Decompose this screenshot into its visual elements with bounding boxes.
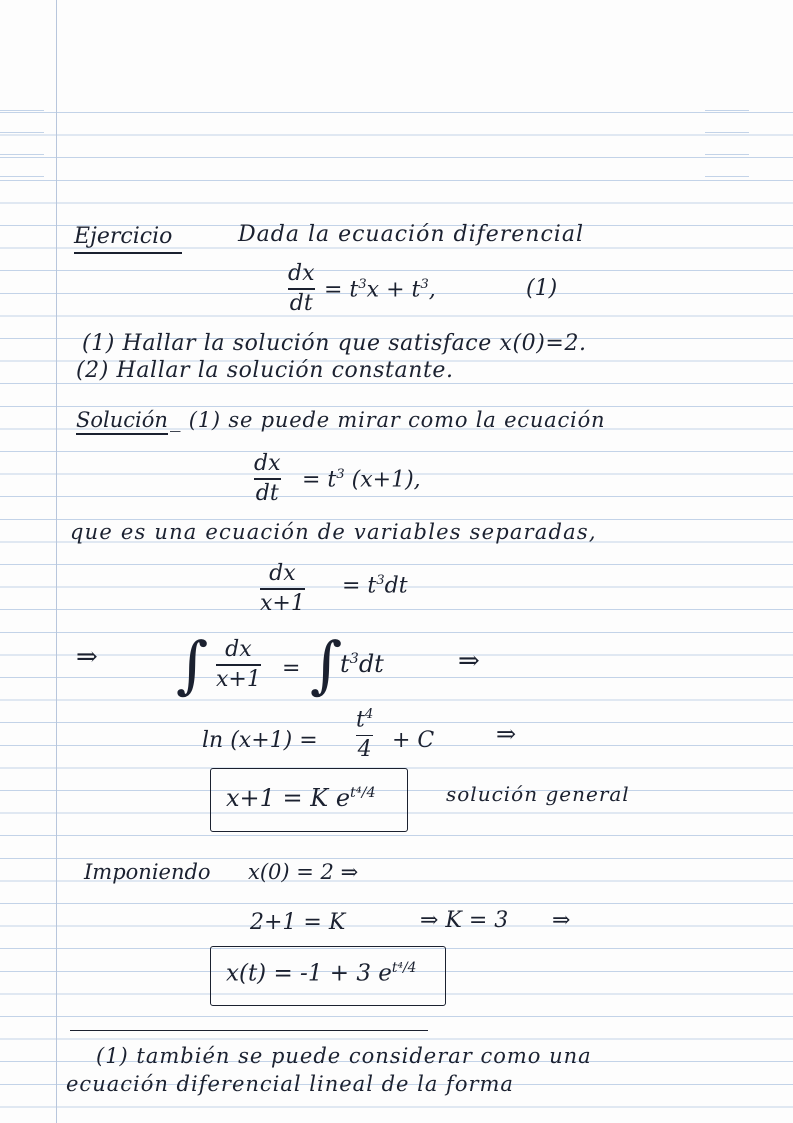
eq2-rhs-end: (x+1), <box>344 467 421 493</box>
eq1-rhs-exponent2: 3 <box>420 277 429 292</box>
implies-arrow-icon: ⇒ <box>552 908 571 933</box>
ruled-line-stub <box>0 176 44 177</box>
particular-solution-lhs: x(t) = -1 + 3 e <box>226 960 392 987</box>
ruled-line-stub <box>0 154 44 155</box>
imposing-label: Imponiendo <box>84 860 211 884</box>
solution-intro: _ (1) se puede mirar como la ecuación <box>170 408 606 432</box>
eq3-numerator: dx <box>269 561 296 586</box>
fraction-bar <box>260 588 305 590</box>
exercise-label: Ejercicio <box>74 224 173 249</box>
task-1: (1) Hallar la solución que satisface x(0)=2. <box>82 331 587 356</box>
eq2-rhs-prefix: = t <box>302 467 337 493</box>
ruled-line-stub <box>0 132 44 133</box>
eq5-fraction <box>356 708 373 762</box>
eq2-fraction <box>254 452 281 506</box>
eq1-fraction <box>288 262 315 316</box>
implies-arrow-icon: ⇒ <box>458 646 480 676</box>
particular-solution-exponent: t⁴/4 <box>391 960 417 976</box>
imposing-condition: x(0) = 2 ⇒ <box>248 860 359 884</box>
eq4-rhs-exponent: 3 <box>349 651 359 667</box>
eq1-rhs-end: , <box>428 277 436 303</box>
fraction-bar <box>356 735 373 737</box>
fraction-bar <box>254 478 281 480</box>
eq2-rhs-exponent: 3 <box>336 467 345 482</box>
eq5-lhs: ln (x+1) = <box>202 728 318 753</box>
eq4-fraction <box>216 638 261 692</box>
eq5-numerator-t: t <box>356 707 365 733</box>
eq1-rhs <box>324 278 436 301</box>
exercise-label-underline <box>74 252 182 254</box>
eq4-numerator: dx <box>225 637 252 662</box>
general-solution <box>226 786 376 810</box>
ruled-line-stub <box>705 154 749 155</box>
section-divider <box>70 1030 428 1031</box>
ruled-line-stub <box>705 110 749 111</box>
eq3-rhs-exponent: 3 <box>376 573 385 588</box>
general-solution-exponent: t⁴/4 <box>350 785 376 801</box>
fraction-bar <box>216 664 261 666</box>
part-b-line-2: ecuación diferencial lineal de la forma <box>66 1072 514 1096</box>
task-2: (2) Hallar la solución constante. <box>76 358 454 383</box>
integral-sign-icon: ∫ <box>176 628 209 701</box>
eq5-denominator: 4 <box>357 737 372 763</box>
eq6-lhs: 2+1 = K <box>250 910 346 935</box>
margin-line <box>56 0 57 1123</box>
general-solution-label: solución general <box>446 782 630 806</box>
eq2-rhs <box>302 468 421 491</box>
eq1-rhs-prefix: = t <box>324 277 359 303</box>
part-b-line-1: (1) también se puede considerar como una <box>96 1044 592 1068</box>
solution-label: Solución <box>76 408 168 432</box>
eq1-rhs-exponent: 3 <box>358 277 367 292</box>
ruled-line-stub <box>705 132 749 133</box>
eq1-number: (1) <box>526 276 558 301</box>
page-top-blank <box>0 0 793 108</box>
eq1-numerator: dx <box>288 261 315 286</box>
eq3-rhs-prefix: = t <box>342 573 377 599</box>
eq5-numerator <box>356 708 373 733</box>
ruled-line-stub <box>705 176 749 177</box>
eq1-rhs-mid: x + t <box>366 277 421 303</box>
eq4-denominator: x+1 <box>216 666 261 692</box>
exercise-prompt: Dada la ecuación diferencial <box>238 222 584 247</box>
eq3-denominator: x+1 <box>260 590 305 616</box>
general-solution-lhs: x+1 = K e <box>226 784 351 812</box>
fraction-bar <box>288 288 315 290</box>
eq2-numerator: dx <box>254 451 281 476</box>
solution-label-underline <box>76 433 168 435</box>
eq3-rhs-end: dt <box>384 573 408 599</box>
eq4-equals: = <box>282 656 301 681</box>
eq5-numerator-exponent: 4 <box>364 707 374 722</box>
integral-sign-icon: ∫ <box>310 628 343 701</box>
eq1-denominator: dt <box>289 290 313 316</box>
eq2-denominator: dt <box>255 480 279 506</box>
text-separable: que es una ecuación de variables separadas, <box>70 520 597 544</box>
implies-arrow-icon: ⇒ <box>76 642 98 672</box>
eq4-rhs-t: t <box>340 650 350 678</box>
eq6-k-value: ⇒ K = 3 <box>420 908 509 933</box>
eq3-fraction <box>260 562 305 616</box>
implies-arrow-icon: ⇒ <box>496 720 517 748</box>
eq5-rhs: + C <box>392 728 435 753</box>
ruled-line-stub <box>0 110 44 111</box>
eq4-rhs-end: dt <box>358 650 384 678</box>
particular-solution <box>226 962 416 986</box>
eq4-rhs <box>340 652 384 676</box>
eq3-rhs <box>342 574 408 597</box>
